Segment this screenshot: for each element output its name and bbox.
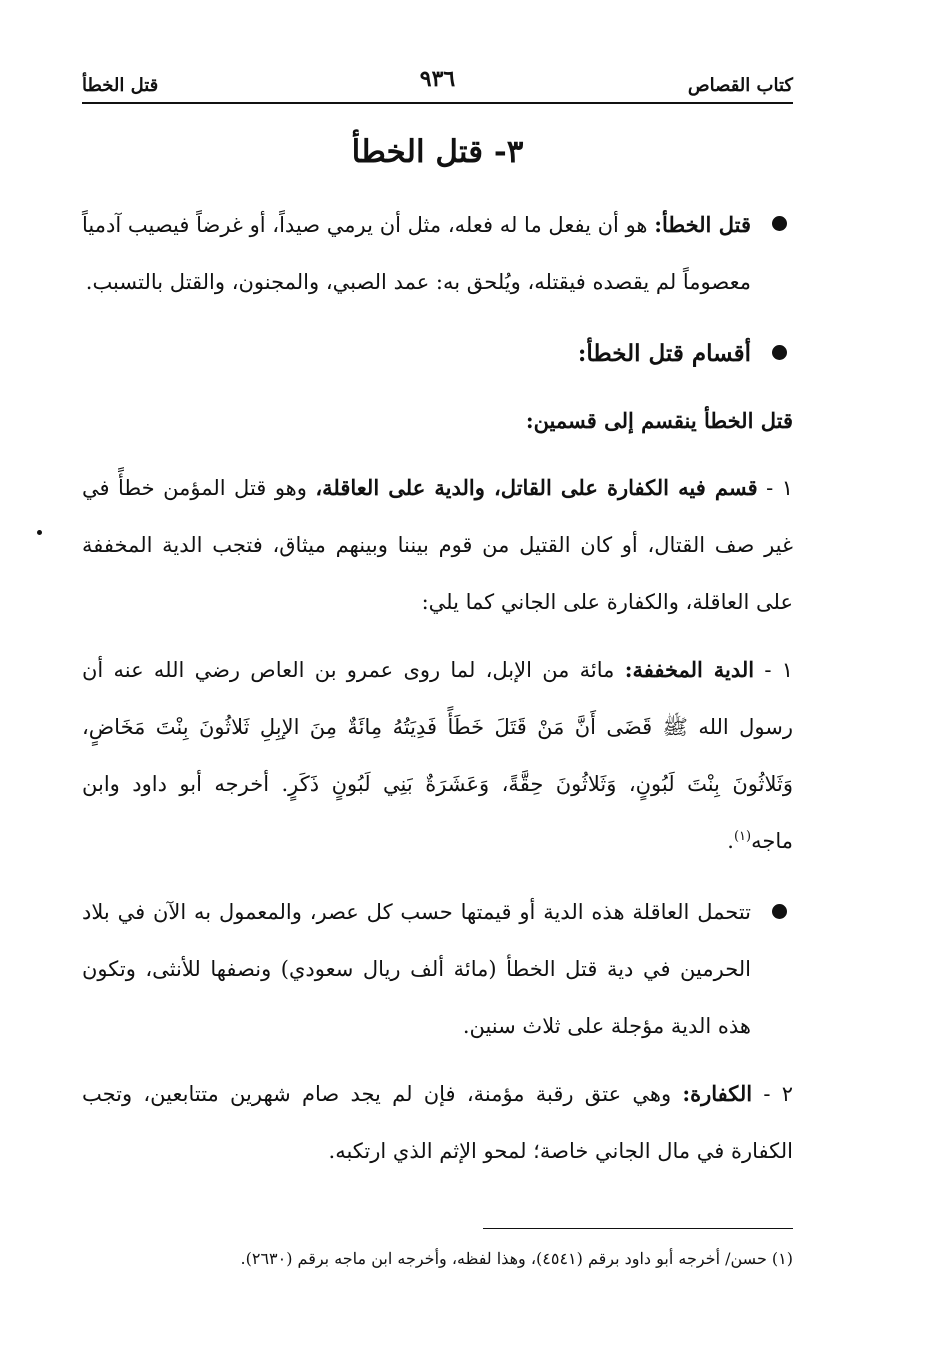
page-number: ٩٣٦ xyxy=(419,66,456,92)
diya-term: الدية المخففة: xyxy=(624,657,755,682)
divisions-intro: قتل الخطأ ينقسم إلى قسمين: xyxy=(525,408,793,433)
section-one-paragraph xyxy=(82,459,793,631)
divisions-heading-text: أقسام قتل الخطأ: xyxy=(577,340,751,367)
definition-text: هو أن يفعل ما له فعله، مثل أن يرمي صيداً، أو غرضاً فيصيب آدمياً معصوماً لم يقصده فيقتله، ويُلحق به: عمد الصبي، والمجنون، والقتل بالتسبب. xyxy=(82,213,751,294)
note-text: تتحمل العاقلة هذه الدية أو قيمتها حسب كل عصر، والمعمول به الآن في بلاد الحرمين في دية قتل الخطأ (مائة ألف ريال سعودي) ونصفها للأنثى، وتكون هذه الدية مؤجلة على ثلاث سنين. xyxy=(82,900,751,1038)
diya-paragraph xyxy=(82,641,793,870)
kaffara-term: الكفارة: xyxy=(682,1081,753,1106)
section-one-marker: ١ - xyxy=(757,476,793,500)
header-chapter-title: قتل الخطأ xyxy=(82,75,159,96)
bullet-icon xyxy=(772,904,787,919)
diya-text: مائة من الإبل، لما روى عمرو بن العاص رضي الله عنه أن رسول الله ﷺ قَضَى أَنَّ مَنْ قَتَلَ خَطَأً فَدِيَتُهُ مِائَةٌ مِنَ الإبِلِ ثَلاثُونَ بِنْتَ مَخَاضٍ، وَثَلاثُونَ بِنْتَ لَبُونٍ، وَثَلاثُونَ حِقَّةً، وَعَشَرَةٌ بَنِي لَبُونٍ ذَكَرٍ. أخرجه أبو داود وابن ماجه xyxy=(82,658,793,853)
main-text xyxy=(82,196,793,1180)
header-book-title: كتاب القصاص xyxy=(687,75,793,96)
footnote-reference[interactable]: (١) xyxy=(733,829,752,844)
footnote: (١) حسن/ أخرجه أبو داود برقم (٤٥٤١)، وهذا لفظه، وأخرجه ابن ماجه برقم (٢٦٣٠). xyxy=(240,1249,793,1268)
divisions-heading xyxy=(82,325,793,382)
definition-term: قتل الخطأ: xyxy=(654,212,751,237)
diya-end: . xyxy=(727,829,734,853)
kaffara-marker: ٢ - xyxy=(752,1082,793,1106)
footnote-separator xyxy=(483,1228,793,1229)
bullet-icon xyxy=(772,345,787,360)
diya-marker: ١ - xyxy=(754,658,794,682)
kaffara-paragraph xyxy=(82,1065,793,1180)
kaffara-text: وهي عتق رقبة مؤمنة، فإن لم يجد صام شهرين متتابعين، وتجب الكفارة في مال الجاني خاصة؛ لمحو الإثم الذي ارتكبه. xyxy=(82,1082,793,1163)
section-one-title: قسم فيه الكفارة على القاتل، والدية على العاقلة، xyxy=(315,475,758,500)
section-one-text: وهو قتل المؤمن خطأً في غير صف القتال، أو كان القتيل من قوم بيننا وبينهم ميثاق، فتجب الدية المخففة على العاقلة، والكفارة على الجاني كما يلي: xyxy=(82,476,793,614)
definition-paragraph xyxy=(82,196,793,311)
running-header xyxy=(82,62,793,104)
margin-dot xyxy=(37,530,42,535)
section-title: ٣- قتل الخطأ xyxy=(351,134,524,170)
note-paragraph xyxy=(82,884,793,1055)
bullet-icon xyxy=(772,216,787,231)
